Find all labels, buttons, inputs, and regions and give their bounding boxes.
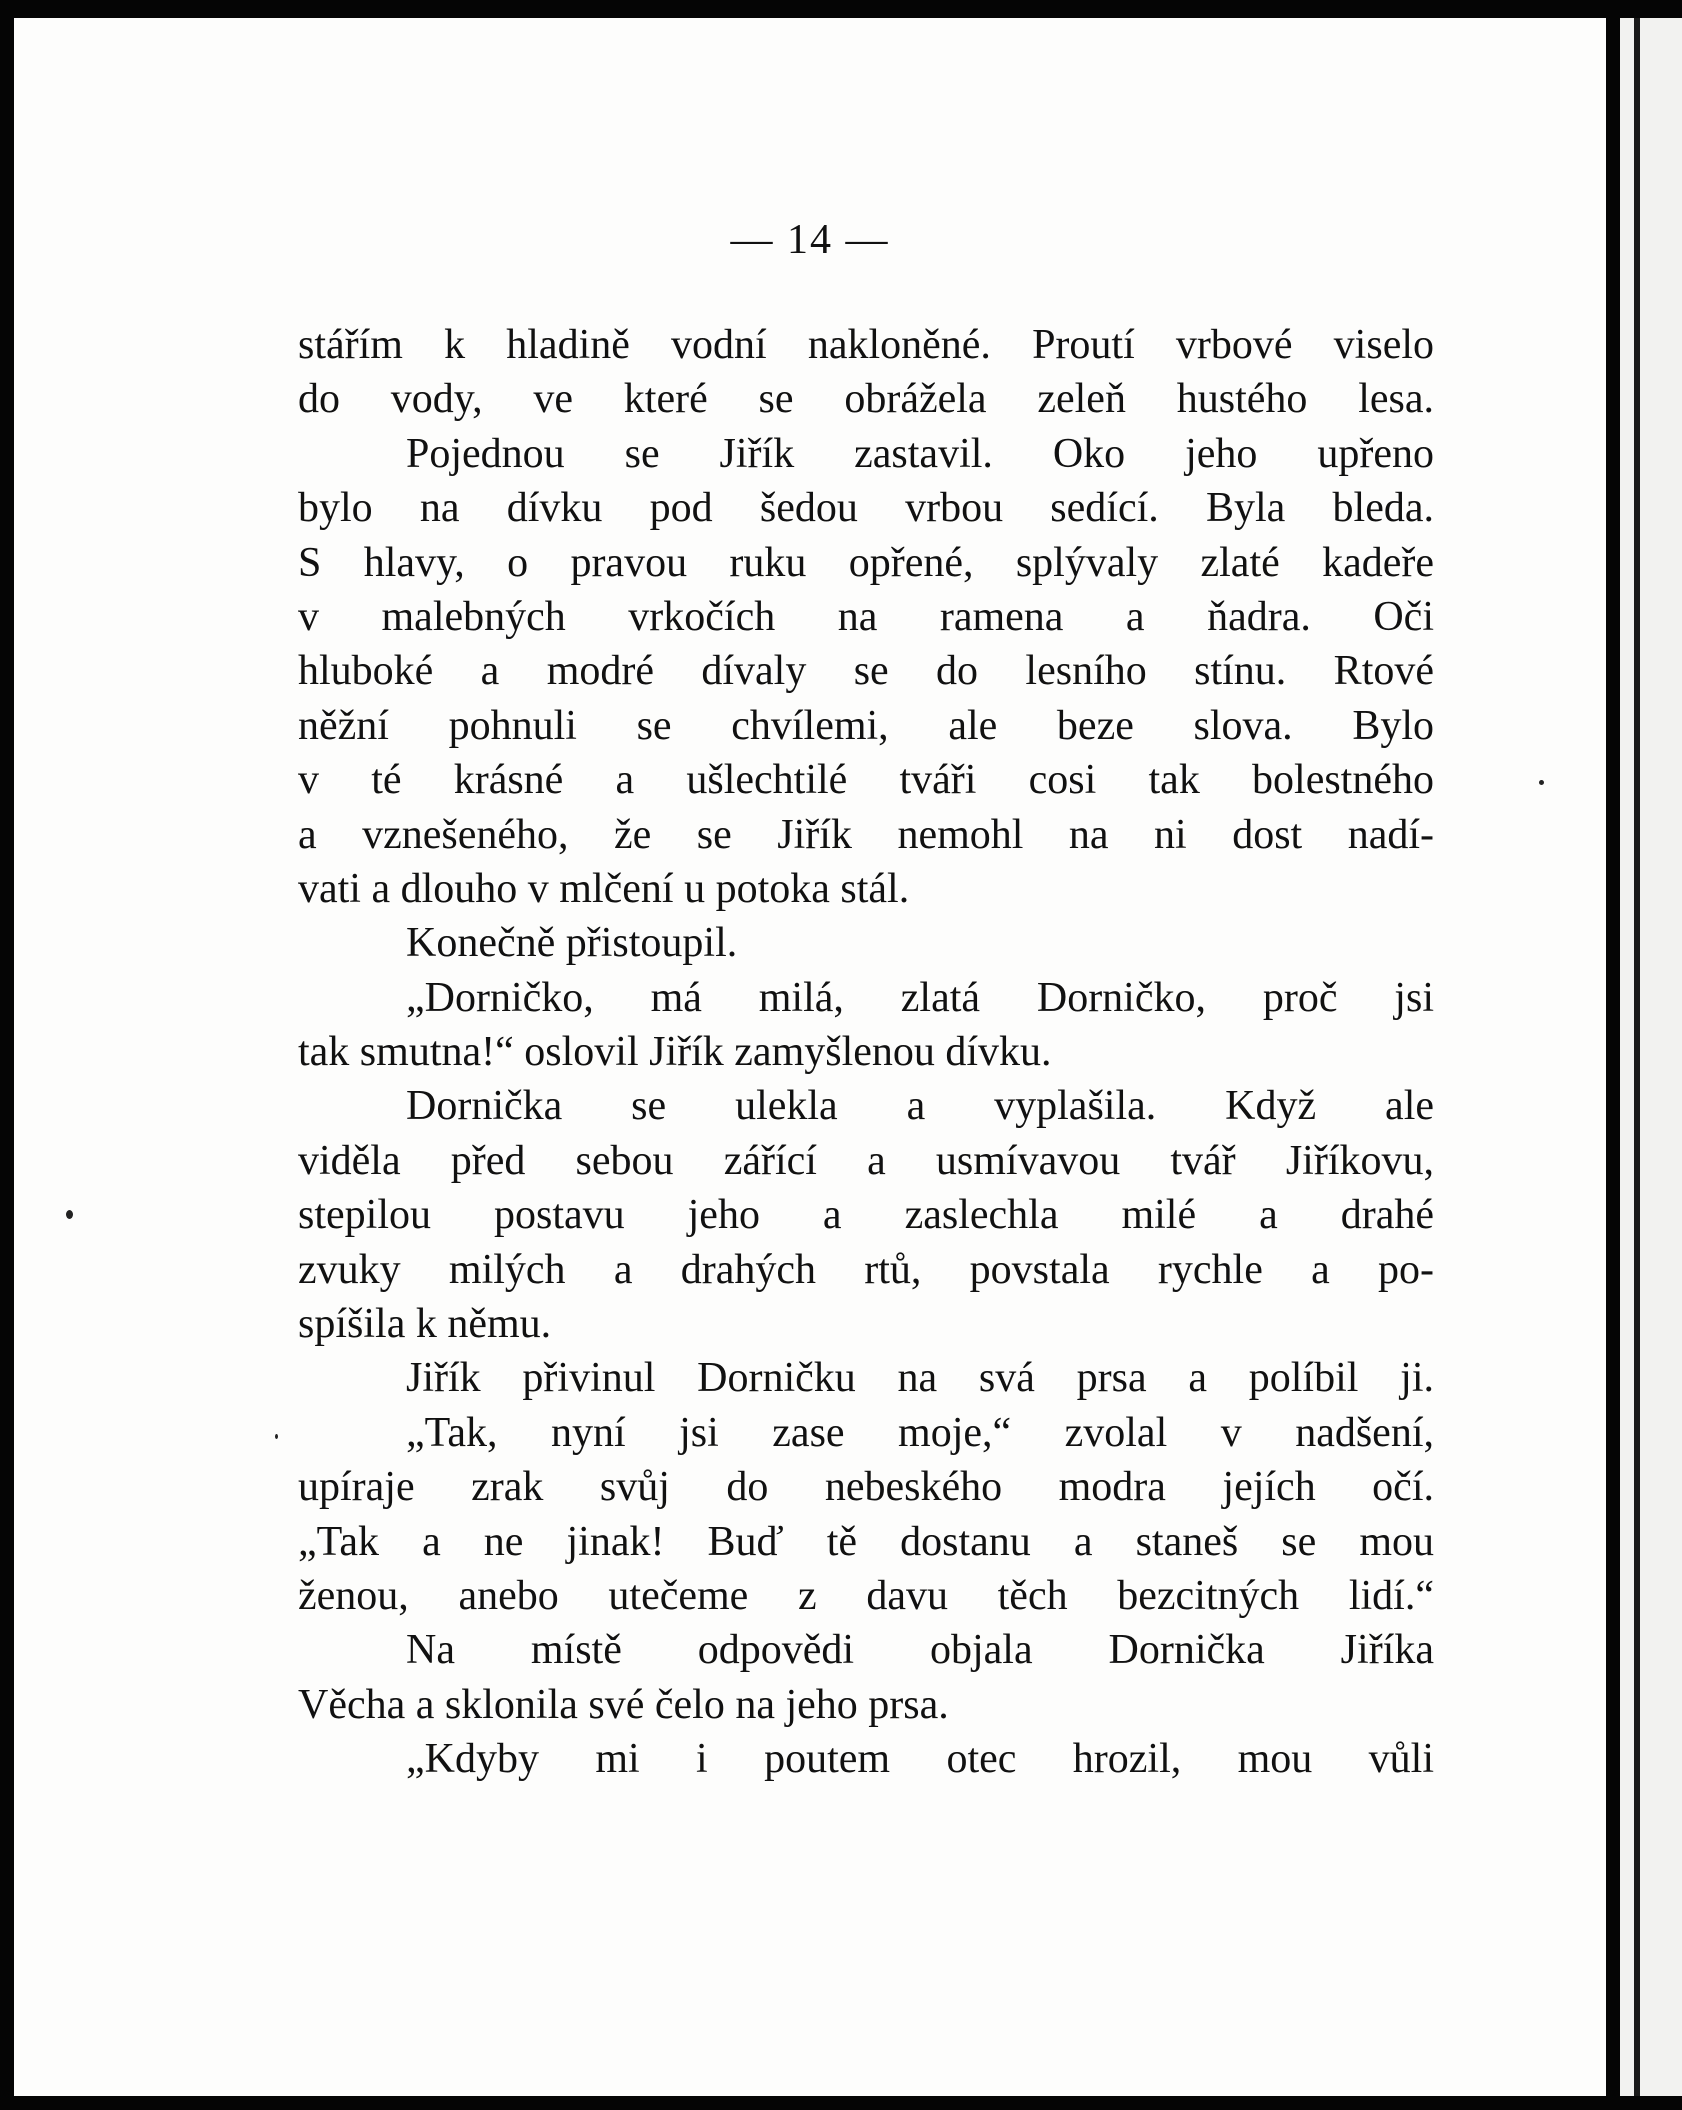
text-line: upíraje zrak svůj do nebeského modra jejích očí. <box>298 1464 1434 1511</box>
text-line: „Dorničko, má milá, zlatá Dorničko, proč jsi <box>406 974 1434 1021</box>
text-line: spíšila k němu. <box>298 1301 552 1348</box>
text-line: Na místě odpovědi objala Dornička Jiříka <box>406 1627 1434 1674</box>
text-line: „Tak a ne jinak! Buď tě dostanu a staneš se mou <box>298 1518 1434 1565</box>
next-page-edge <box>1620 18 1682 2096</box>
text-line: v malebných vrkočích na ramena a ňadra. Oči <box>298 593 1434 640</box>
text-line: Dornička se ulekla a vyplašila. Když ale <box>406 1083 1434 1130</box>
text-line: a vznešeného, že se Jiřík nemohl na ni dost nadí- <box>298 811 1434 858</box>
ink-speck <box>1539 780 1544 785</box>
text-line: do vody, ve které se obrážela zeleň hustého lesa. <box>298 376 1434 423</box>
text-line: hluboké a modré dívaly se do lesního stínu. Rtové <box>298 648 1434 695</box>
text-line: Věcha a sklonila své čelo na jeho prsa. <box>298 1681 949 1728</box>
text-line: tak smutna!“ oslovil Jiřík zamyšlenou dívku. <box>298 1029 1052 1076</box>
page-edge-line <box>1634 18 1640 2096</box>
ink-speck <box>275 1434 278 1439</box>
text-line: „Tak, nyní jsi zase moje,“ zvolal v nadšení, <box>406 1409 1434 1456</box>
book-page <box>14 18 1606 2096</box>
text-line: Pojednou se Jiřík zastavil. Oko jeho upřeno <box>406 430 1434 477</box>
text-line: něžní pohnuli se chvílemi, ale beze slova. Bylo <box>298 702 1434 749</box>
text-line: „Kdyby mi i poutem otec hrozil, mou vůli <box>406 1736 1434 1783</box>
text-line: ženou, anebo utečeme z davu těch bezcitných lidí.“ <box>298 1572 1434 1619</box>
text-line: v té krásné a ušlechtilé tváři cosi tak bolestného <box>298 757 1434 804</box>
text-line: S hlavy, o pravou ruku opřené, splývaly zlaté kadeře <box>298 539 1434 586</box>
text-line: zvuky milých a drahých rtů, povstala rychle a po- <box>298 1246 1434 1293</box>
text-line: stepilou postavu jeho a zaslechla milé a drahé <box>298 1192 1434 1239</box>
text-line: Konečně přistoupil. <box>406 920 738 967</box>
text-line: vati a dlouho v mlčení u potoka stál. <box>298 865 910 912</box>
text-line: bylo na dívku pod šedou vrbou sedící. Byla bleda. <box>298 485 1434 532</box>
text-line: stářím k hladině vodní nakloněné. Proutí vrbové viselo <box>298 322 1434 368</box>
page-number: — 14 — <box>730 217 890 263</box>
ink-speck <box>66 1210 73 1219</box>
text-line: Jiřík přivinul Dorničku na svá prsa a políbil ji. <box>406 1355 1434 1402</box>
body-text <box>298 318 1434 1787</box>
text-line: viděla před sebou zářící a usmívavou tvář Jiříkovu, <box>298 1137 1434 1184</box>
